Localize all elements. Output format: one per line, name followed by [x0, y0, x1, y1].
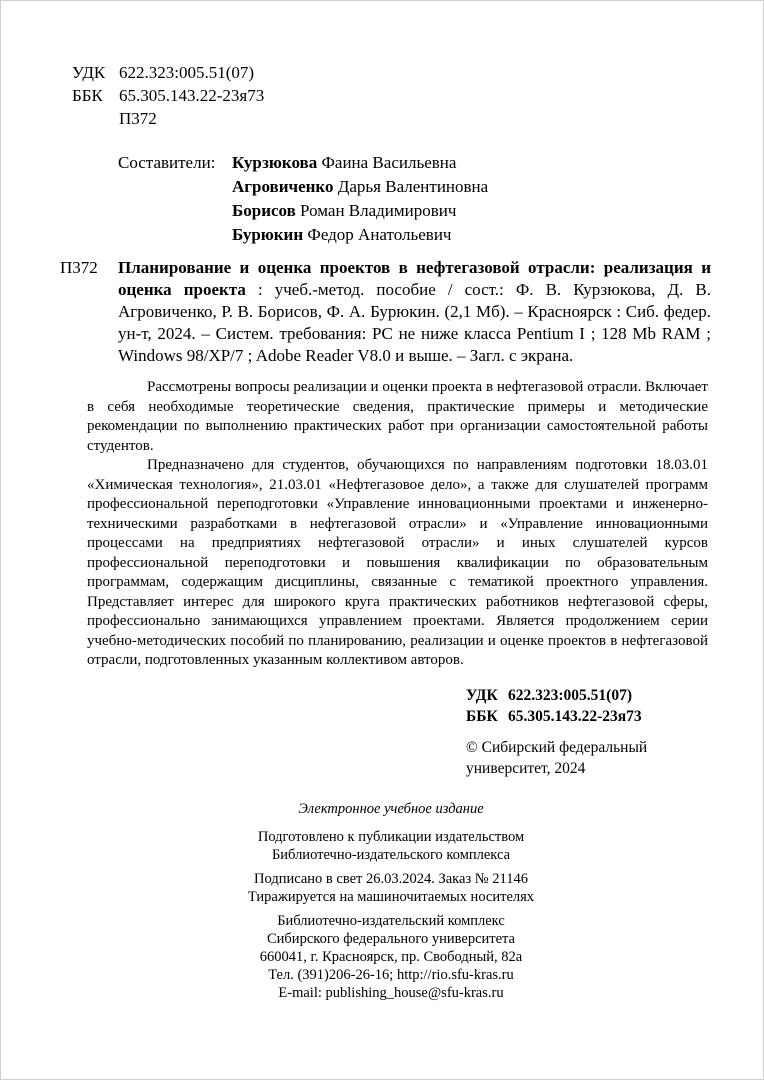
annotation-paragraph-2: Предназначено для студентов, обучающихся по направлениям подготовки 18.03.01 «Химическая технология», 21.03.01 «Нефтегазовое дело», а также для слушателей программ профессиональной переподготовки «Управление инновационными проектами и инженерно-техническими разработками в нефтегазовой отрасли» и «Управление инновационными процессами на предприятиях нефтегазовой отрасли» и иных слушателей курсов профессиональной переподготовки и повышения квалификации по образовательным программам, содержащим дисциплины, связанные с тематикой проектного управления. Представляет интерес для широкого круга практических работников нефтегазовой сферы, профессионально занимающихся управлением проектами. Является продолжением серии учебно-методических пособий по планированию, реализации и оценке проектов в нефтегазовой отрасли, подготовленных указанным коллективом авторов. — [87, 457, 708, 668]
publisher-email: E-mail: publishing_house@sfu-kras.ru — [278, 984, 504, 1001]
compiler-surname: Борисов — [232, 201, 296, 220]
annotation-block — [87, 378, 708, 671]
colophon — [73, 800, 709, 1002]
prepared-line: Библиотечно-издательского комплекса — [271, 846, 511, 863]
compiler-surname: Агровиченко — [232, 177, 334, 196]
publisher-name: Библиотечно-издательский комплекс — [277, 912, 505, 929]
author-sign: П372 — [119, 109, 157, 128]
release-info-block — [73, 870, 709, 906]
catalog-entry — [60, 257, 711, 367]
udk-label: УДК — [72, 63, 106, 82]
publisher-phone-url: Тел. (391)206-26-16; http://rio.sfu-kras.ru — [268, 966, 514, 983]
copyright-notice — [466, 737, 763, 779]
bbk-label: ББК — [72, 86, 103, 105]
top-codes-block — [72, 61, 763, 130]
copyright-line: университет, 2024 — [466, 759, 586, 777]
author-sign-line — [72, 107, 763, 130]
release-line: Тиражируется на машиночитаемых носителях — [247, 888, 535, 905]
bbk-label: ББК — [466, 707, 498, 725]
publisher-address: 660041, г. Красноярск, пр. Свободный, 82а — [259, 948, 523, 965]
udk-value: 622.323:005.51(07) — [508, 686, 632, 704]
edition-type: Электронное учебное издание — [298, 800, 484, 817]
bbk-line — [466, 706, 763, 727]
release-line: Подписано в свет 26.03.2024. Заказ № 21146 — [254, 870, 528, 887]
udk-label: УДК — [466, 686, 498, 704]
compiler-item — [232, 223, 488, 247]
compiler-item — [232, 151, 488, 175]
udk-line — [466, 685, 763, 706]
compiler-surname: Курзюкова — [232, 153, 318, 172]
compilers-block — [118, 151, 763, 247]
copyright-line: © Сибирский федеральный — [466, 738, 648, 756]
publisher-contacts-block — [73, 912, 709, 1002]
catalog-code: П372 — [60, 258, 98, 277]
compiler-item — [232, 199, 488, 223]
publisher-org: Сибирского федерального университета — [267, 930, 515, 947]
prepared-line: Подготовлено к публикации издательством — [257, 828, 525, 845]
bbk-line — [72, 84, 763, 107]
bottom-codes-block — [466, 685, 763, 727]
bbk-value: 65.305.143.22-23я73 — [119, 86, 265, 105]
prepared-by-block — [73, 828, 709, 864]
compilers-label: Составители: — [118, 153, 216, 172]
compiler-name: Роман Владимирович — [300, 201, 457, 220]
compiler-item — [232, 175, 488, 199]
compiler-name: Дарья Валентиновна — [337, 177, 489, 196]
compiler-name: Фаина Васильевна — [321, 153, 457, 172]
compilers-list — [232, 151, 488, 247]
compiler-surname: Бурюкин — [232, 225, 304, 244]
bbk-value: 65.305.143.22-23я73 — [508, 707, 642, 725]
annotation-paragraph-1: Рассмотрены вопросы реализации и оценки проекта в нефтегазовой отрасли. Включает в себя необходимые теоретические сведения, практические примеры и методические рекомендации по выполнению практических работ при организации самостоятельной работы студентов. — [87, 379, 708, 454]
compiler-name: Федор Анатольевич — [307, 225, 452, 244]
catalog-title: Планирование и оценка проектов в нефтегазовой отрасли: реализация и оценка проекта — [118, 258, 711, 299]
catalog-description — [118, 257, 711, 367]
catalog-details: : учеб.-метод. пособие / сост.: Ф. В. Курзюкова, Д. В. Агровиченко, Р. В. Борисов, Ф. А. Бурюкин. (2,1 Мб). – Красноярск : Сиб. федер. ун-т, 2024. – Систем. требования: PC не ниже класса Pentium I ; 128 Mb RAM ; Windows 98/XP/7 ; Adobe Reader V8.0 и выше. – Загл. с экрана. — [118, 280, 711, 365]
udk-line — [72, 61, 763, 84]
udk-value: 622.323:005.51(07) — [119, 63, 255, 82]
